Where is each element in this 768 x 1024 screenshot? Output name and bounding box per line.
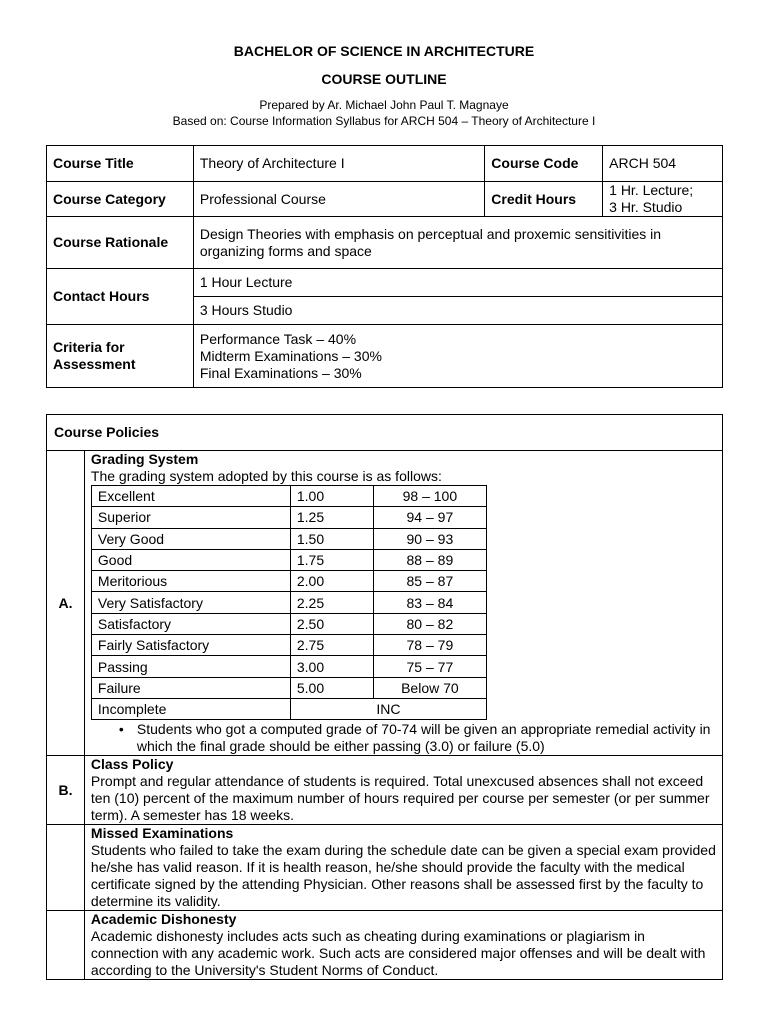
grade-range: 78 – 79 xyxy=(373,635,486,656)
course-policies-header: Course Policies xyxy=(47,415,723,451)
grade-range: 98 – 100 xyxy=(373,486,486,507)
grade-name: Very Good xyxy=(91,528,290,549)
course-title-label: Course Title xyxy=(47,146,194,182)
grade-row xyxy=(91,507,486,528)
credit-hours-label: Credit Hours xyxy=(485,182,603,217)
grade-name: Incomplete xyxy=(91,698,290,719)
prepared-by: Prepared by Ar. Michael John Paul T. Magnaye xyxy=(259,98,509,112)
grade-name: Very Satisfactory xyxy=(91,592,290,613)
grade-range: 83 – 84 xyxy=(373,592,486,613)
grade-name: Superior xyxy=(91,507,290,528)
grade-name: Passing xyxy=(91,656,290,677)
criteria-performance: Performance Task – 40% xyxy=(199,330,357,347)
grade-name: Meritorious xyxy=(91,571,290,592)
course-rationale-value: Design Theories with emphasis on perceptual and proxemic sensitivities in organizing forms and space xyxy=(193,217,722,269)
missed-exams-title: Missed Examinations xyxy=(90,825,234,842)
policy-letter-d xyxy=(47,911,85,980)
grade-row xyxy=(91,677,486,698)
grade-row xyxy=(91,656,486,677)
academic-dishonesty-section xyxy=(84,911,722,980)
grade-row xyxy=(91,549,486,570)
grade-range: 88 – 89 xyxy=(373,549,486,570)
grading-system-title: Grading System xyxy=(90,451,199,467)
course-code-label: Course Code xyxy=(485,146,603,182)
policy-letter-c xyxy=(47,825,85,911)
course-category-value: Professional Course xyxy=(193,182,484,217)
grade-name: Failure xyxy=(91,677,290,698)
remedial-note-text: Students who got a computed grade of 70-74 will be given an appropriate remedial activity in which the final grade should be either passing (3.0) or failure (5.0) xyxy=(136,721,711,755)
grade-name: Satisfactory xyxy=(91,613,290,634)
grade-range: 80 – 82 xyxy=(373,613,486,634)
grade-range: 85 – 87 xyxy=(373,571,486,592)
credit-hours-value xyxy=(603,182,723,217)
missed-exams-section xyxy=(84,825,722,911)
grade-row xyxy=(91,486,486,507)
grading-table xyxy=(91,485,487,720)
grade-name: Good xyxy=(91,549,290,570)
policy-letter-a: A. xyxy=(47,451,85,756)
class-policy-section xyxy=(84,756,722,825)
grade-point: 5.00 xyxy=(290,677,373,698)
document-subtitle: COURSE OUTLINE xyxy=(321,71,447,87)
contact-hours-lecture: 1 Hour Lecture xyxy=(193,269,722,297)
grading-system-intro: The grading system adopted by this course is as follows: xyxy=(90,468,442,484)
class-policy-title: Class Policy xyxy=(90,756,174,773)
grade-range: 75 – 77 xyxy=(373,656,486,677)
grade-row xyxy=(91,635,486,656)
grade-name: Fairly Satisfactory xyxy=(91,635,290,656)
contact-hours-label: Contact Hours xyxy=(47,269,194,325)
course-rationale-label: Course Rationale xyxy=(47,217,194,269)
grade-point: 2.00 xyxy=(290,571,373,592)
credit-hours-lecture: 1 Hr. Lecture; xyxy=(609,182,694,198)
grade-value: INC xyxy=(290,698,486,719)
grade-point: 1.75 xyxy=(290,549,373,570)
grade-point: 1.50 xyxy=(290,528,373,549)
grade-row xyxy=(91,571,486,592)
grading-system-section xyxy=(84,451,722,756)
course-title-value: Theory of Architecture I xyxy=(193,146,484,182)
remedial-note xyxy=(91,721,716,755)
course-info-table xyxy=(46,145,723,388)
policy-letter-b: B. xyxy=(47,756,85,825)
criteria-label-line-2: Assessment xyxy=(53,356,136,372)
course-code-value: ARCH 504 xyxy=(603,146,723,182)
grade-point: 3.00 xyxy=(290,656,373,677)
missed-exams-text: Students who failed to take the exam during the schedule date can be given a special exam provided he/she has valid reason. If it is health reason, he/she should provide the faculty with the medical certificate signed by the attending Physician. Other reasons shall be assessed first by the faculty to determine its validity. xyxy=(90,842,716,910)
grade-range: 90 – 93 xyxy=(373,528,486,549)
course-policies-table xyxy=(46,414,723,980)
criteria-label-line-1: Criteria for xyxy=(53,339,125,355)
academic-dishonesty-text: Academic dishonesty includes acts such as cheating during examinations or plagiarism in connection with any academic work. Such acts are considered major offenses and will be dealt with according to the University's Student Norms of Conduct. xyxy=(90,928,706,979)
grade-point: 1.25 xyxy=(290,507,373,528)
course-category-label: Course Category xyxy=(47,182,194,217)
criteria-midterm: Midterm Examinations – 30% xyxy=(199,347,382,364)
grade-range: Below 70 xyxy=(373,677,486,698)
contact-hours-studio: 3 Hours Studio xyxy=(193,297,722,325)
academic-dishonesty-title: Academic Dishonesty xyxy=(90,911,237,928)
criteria-final: Final Examinations – 30% xyxy=(199,364,362,381)
criteria-values xyxy=(193,325,722,388)
grade-point: 1.00 xyxy=(290,486,373,507)
document-title: BACHELOR OF SCIENCE IN ARCHITECTURE xyxy=(233,43,535,59)
grade-row-incomplete xyxy=(91,698,486,719)
criteria-label xyxy=(47,325,194,388)
based-on: Based on: Course Information Syllabus for ARCH 504 – Theory of Architecture I xyxy=(172,114,596,128)
grade-row xyxy=(91,592,486,613)
grade-point: 2.25 xyxy=(290,592,373,613)
class-policy-text: Prompt and regular attendance of students is required. Total unexcused absences shall not exceed ten (10) percent of the maximum number of hours required per course per semester (or per summer term). A semester has 18 weeks. xyxy=(90,773,710,824)
grade-point: 2.75 xyxy=(290,635,373,656)
grade-range: 94 – 97 xyxy=(373,507,486,528)
grade-name: Excellent xyxy=(91,486,290,507)
credit-hours-studio: 3 Hr. Studio xyxy=(609,199,683,215)
grade-row xyxy=(91,613,486,634)
grade-row xyxy=(91,528,486,549)
grade-point: 2.50 xyxy=(290,613,373,634)
bullet-icon: • xyxy=(118,721,124,738)
